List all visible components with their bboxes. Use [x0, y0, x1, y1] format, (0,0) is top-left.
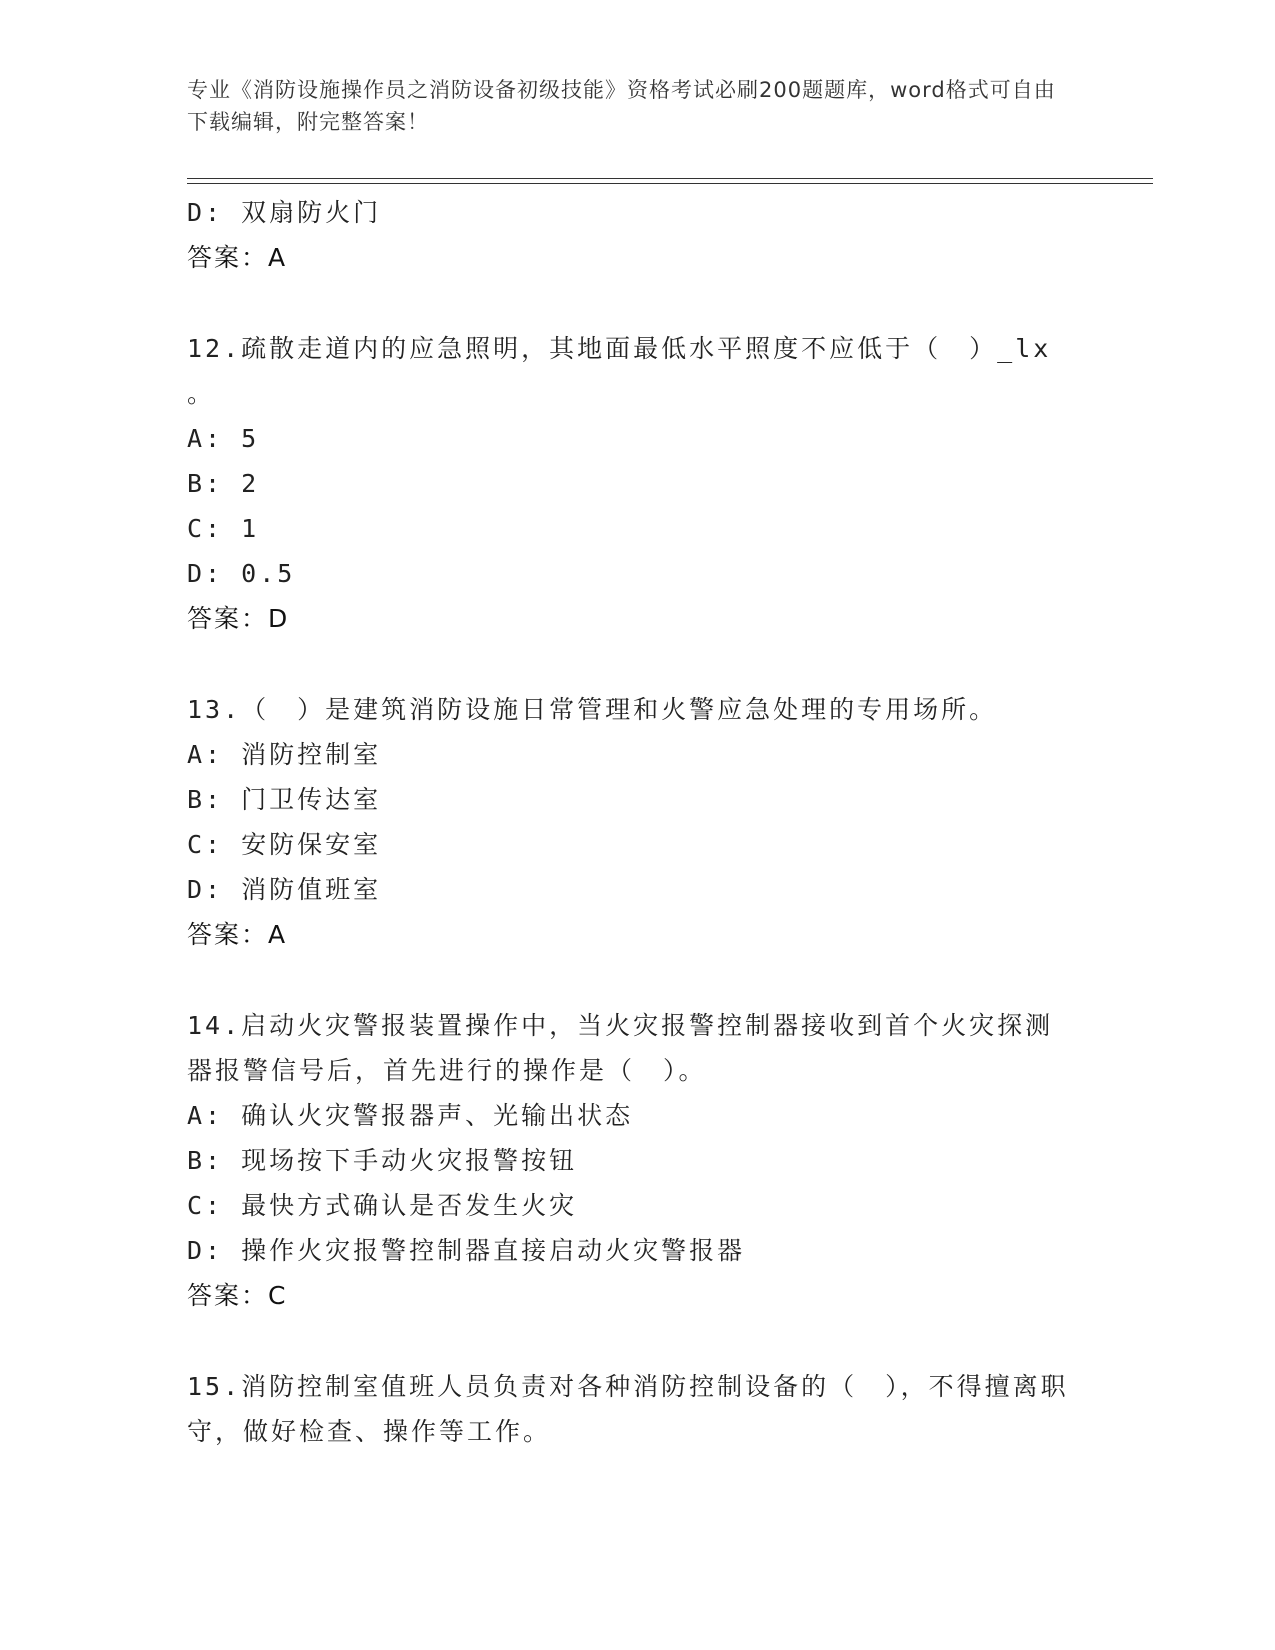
question-stem: 14.启动火灾警报装置操作中，当火灾报警控制器接收到首个火灾探测器报警信号后，首先进行的操作是（ ）。: [187, 1011, 1054, 1085]
question-13: [187, 687, 1087, 957]
option-b: B: 2: [187, 469, 260, 498]
option-d: D: 消防值班室: [187, 875, 382, 904]
option-d: D: 操作火灾报警控制器直接启动火灾警报器: [187, 1236, 746, 1265]
question-14: [187, 1003, 1087, 1318]
document-body: [187, 190, 1087, 1454]
option-a: A: 消防控制室: [187, 740, 382, 769]
question-stem: 13.（ ）是建筑消防设施日常管理和火警应急处理的专用场所。: [187, 695, 998, 724]
page-header: 专业《消防设施操作员之消防设备初级技能》资格考试必刷200题题库，word格式可自由下载编辑，附完整答案！: [187, 78, 1056, 134]
answer: 答案：C: [187, 1281, 288, 1310]
header-rule-top: [187, 178, 1153, 179]
question-12: [187, 326, 1087, 641]
option-a: A: 5: [187, 424, 260, 453]
option-b: B: 现场按下手动火灾报警按钮: [187, 1146, 578, 1175]
answer: 答案：A: [187, 920, 288, 949]
question-15: [187, 1364, 1087, 1454]
option-d: D: 0.5: [187, 559, 296, 588]
option-a: A: 确认火灾警报器声、光输出状态: [187, 1101, 634, 1130]
previous-option-d: D: 双扇防火门: [187, 198, 382, 227]
option-c: C: 安防保安室: [187, 830, 382, 859]
question-stem: 15.消防控制室值班人员负责对各种消防控制设备的（ ），不得擅离职守，做好检查、操作等工作。: [187, 1372, 1069, 1446]
previous-answer: 答案：A: [187, 243, 288, 272]
answer: 答案：D: [187, 604, 290, 633]
option-b: B: 门卫传达室: [187, 785, 382, 814]
option-c: C: 最快方式确认是否发生火灾: [187, 1191, 578, 1220]
option-c: C: 1: [187, 514, 260, 543]
question-stem: 12.疏散走道内的应急照明，其地面最低水平照度不应低于（ ）_lx: [187, 334, 1052, 363]
header-rule-bottom: [187, 183, 1153, 184]
question-stem-tail: 。: [187, 379, 216, 408]
